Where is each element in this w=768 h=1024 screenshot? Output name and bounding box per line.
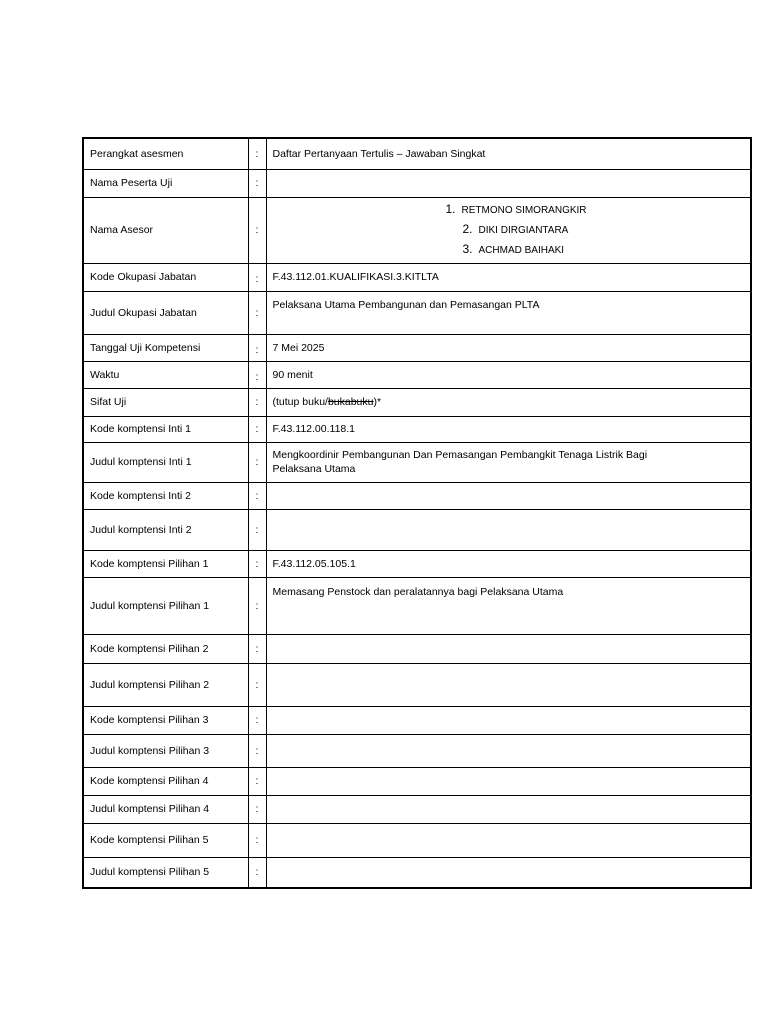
field-value bbox=[266, 767, 751, 795]
sifat-uji-suffix: )* bbox=[373, 396, 382, 408]
field-label: Kode komptensi Pilihan 3 bbox=[83, 706, 248, 734]
row-tanggal-uji-kompetensi bbox=[83, 334, 751, 361]
field-label: Judul komptensi Pilihan 4 bbox=[83, 795, 248, 823]
colon-separator: : bbox=[248, 388, 266, 416]
asesor-number: 3. bbox=[462, 242, 473, 256]
field-value: 90 menit bbox=[266, 361, 751, 388]
field-value bbox=[266, 509, 751, 550]
field-value bbox=[266, 734, 751, 767]
field-label: Sifat Uji bbox=[83, 388, 248, 416]
field-value bbox=[266, 634, 751, 663]
row-kode-kompetensi-pilihan-3 bbox=[83, 706, 751, 734]
row-judul-kompetensi-pilihan-1 bbox=[83, 577, 751, 634]
row-kode-okupasi-jabatan bbox=[83, 263, 751, 291]
field-value: F.43.112.05.105.1 bbox=[266, 550, 751, 577]
field-value bbox=[266, 823, 751, 857]
field-label: Perangkat asesmen bbox=[83, 138, 248, 169]
field-value: F.43.112.01.KUALIFIKASI.3.KITLTA bbox=[266, 263, 751, 291]
field-label: Kode komptensi Pilihan 5 bbox=[83, 823, 248, 857]
value-line: Pelaksana Utama bbox=[272, 463, 356, 475]
asesor-name: RETMONO SIMORANGKIR bbox=[461, 205, 587, 216]
colon-separator: : bbox=[248, 416, 266, 442]
row-perangkat-asesmen bbox=[83, 138, 751, 169]
colon-separator: : bbox=[248, 795, 266, 823]
value-line: Mengkoordinir Pembangunan Dan Pemasangan Pembangkit Tenaga Listrik Bagi bbox=[272, 449, 648, 461]
field-value: F.43.112.00.118.1 bbox=[266, 416, 751, 442]
field-value bbox=[266, 795, 751, 823]
row-kode-kompetensi-pilihan-1 bbox=[83, 550, 751, 577]
colon-separator: : bbox=[248, 577, 266, 634]
field-value bbox=[266, 706, 751, 734]
field-label: Nama Asesor bbox=[83, 197, 248, 263]
colon-separator: : bbox=[248, 197, 266, 263]
colon-separator: : bbox=[248, 634, 266, 663]
colon-separator: : bbox=[248, 169, 266, 197]
asesor-name: ACHMAD BAIHAKI bbox=[478, 245, 565, 256]
field-label: Kode komptensi Pilihan 1 bbox=[83, 550, 248, 577]
row-judul-kompetensi-inti-2 bbox=[83, 509, 751, 550]
asesor-list bbox=[273, 200, 745, 260]
field-label: Judul Okupasi Jabatan bbox=[83, 291, 248, 334]
colon-separator: : bbox=[248, 442, 266, 482]
row-judul-kompetensi-inti-1 bbox=[83, 442, 751, 482]
field-label: Waktu bbox=[83, 361, 248, 388]
row-waktu bbox=[83, 361, 751, 388]
colon-separator: : bbox=[248, 138, 266, 169]
field-value bbox=[266, 857, 751, 888]
field-label: Judul komptensi Pilihan 5 bbox=[83, 857, 248, 888]
field-label: Kode komptensi Pilihan 4 bbox=[83, 767, 248, 795]
field-label: Judul komptensi Pilihan 1 bbox=[83, 577, 248, 634]
colon-separator: : bbox=[248, 823, 266, 857]
field-label: Judul komptensi Inti 2 bbox=[83, 509, 248, 550]
field-label: Nama Peserta Uji bbox=[83, 169, 248, 197]
row-kode-kompetensi-inti-1 bbox=[83, 416, 751, 442]
colon-separator: : bbox=[248, 734, 266, 767]
colon-separator: : bbox=[248, 767, 266, 795]
asesor-item bbox=[273, 200, 745, 220]
row-judul-kompetensi-pilihan-2 bbox=[83, 663, 751, 706]
asesor-number: 2. bbox=[462, 222, 473, 236]
colon-separator: : bbox=[248, 857, 266, 888]
sifat-uji-struck-option: bukabuku bbox=[327, 396, 374, 408]
field-value: Memasang Penstock dan peralatannya bagi Pelaksana Utama bbox=[266, 577, 751, 634]
colon-separator: : bbox=[248, 706, 266, 734]
asesor-number: 1. bbox=[445, 202, 456, 216]
field-label: Kode komptensi Pilihan 2 bbox=[83, 634, 248, 663]
colon-separator: : bbox=[248, 550, 266, 577]
asesor-list-cell bbox=[266, 197, 751, 263]
sifat-uji-prefix: (tutup buku/ bbox=[272, 396, 328, 408]
colon-separator: : bbox=[248, 482, 266, 509]
row-nama-asesor bbox=[83, 197, 751, 263]
row-kode-kompetensi-inti-2 bbox=[83, 482, 751, 509]
row-kode-kompetensi-pilihan-2 bbox=[83, 634, 751, 663]
field-label: Judul komptensi Pilihan 3 bbox=[83, 734, 248, 767]
field-label: Kode Okupasi Jabatan bbox=[83, 263, 248, 291]
colon-separator: : bbox=[248, 334, 266, 361]
row-kode-kompetensi-pilihan-4 bbox=[83, 767, 751, 795]
field-value bbox=[266, 169, 751, 197]
row-judul-kompetensi-pilihan-5 bbox=[83, 857, 751, 888]
assessment-form-table bbox=[82, 137, 752, 889]
asesor-item bbox=[273, 220, 745, 240]
colon-separator: : bbox=[248, 663, 266, 706]
field-label: Judul komptensi Inti 1 bbox=[83, 442, 248, 482]
field-label: Tanggal Uji Kompetensi bbox=[83, 334, 248, 361]
field-label: Kode komptensi Inti 1 bbox=[83, 416, 248, 442]
field-value-multiline bbox=[266, 442, 751, 482]
colon-separator: : bbox=[248, 509, 266, 550]
field-value: Daftar Pertanyaan Tertulis – Jawaban Singkat bbox=[266, 138, 751, 169]
row-nama-peserta-uji bbox=[83, 169, 751, 197]
row-sifat-uji bbox=[83, 388, 751, 416]
row-judul-kompetensi-pilihan-4 bbox=[83, 795, 751, 823]
field-value: 7 Mei 2025 bbox=[266, 334, 751, 361]
asesor-item bbox=[273, 240, 745, 260]
colon-separator: : bbox=[248, 291, 266, 334]
field-value-sifat-uji bbox=[266, 388, 751, 416]
row-judul-kompetensi-pilihan-3 bbox=[83, 734, 751, 767]
colon-separator: : bbox=[248, 361, 266, 388]
row-kode-kompetensi-pilihan-5 bbox=[83, 823, 751, 857]
field-value bbox=[266, 482, 751, 509]
asesor-name: DIKI DIRGIANTARA bbox=[478, 225, 569, 236]
colon-separator: : bbox=[248, 263, 266, 291]
row-judul-okupasi-jabatan bbox=[83, 291, 751, 334]
field-value bbox=[266, 663, 751, 706]
field-value: Pelaksana Utama Pembangunan dan Pemasangan PLTA bbox=[266, 291, 751, 334]
field-label: Kode komptensi Inti 2 bbox=[83, 482, 248, 509]
field-label: Judul komptensi Pilihan 2 bbox=[83, 663, 248, 706]
